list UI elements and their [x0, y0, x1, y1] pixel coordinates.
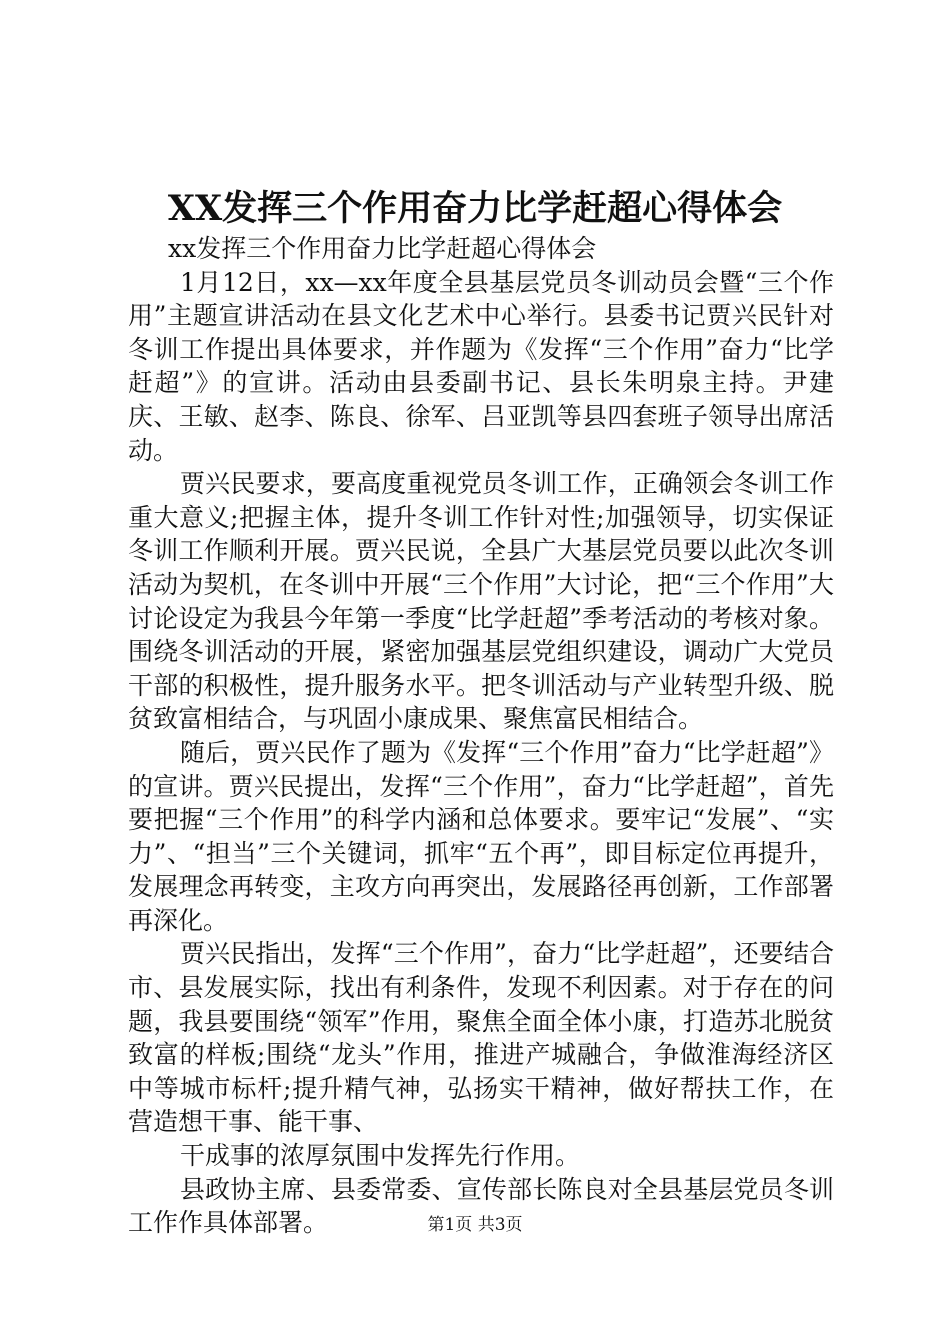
- paragraph: 贾兴民指出，发挥“三个作用”，奋力“比学赶超”，还要结合市、县发展实际，找出有利条件，发现不利因素。对于存在的问题，我县要围绕“领军”作用，聚焦全面全体小康，打造苏北脱贫致富的样板;围绕“龙头”作用，推进产城融合，争做淮海经济区中等城市标杆;提升精气神，弘扬实干精神，做好帮扶工作，在营造想干事、能干事、: [128, 939, 834, 1137]
- document-body: [128, 232, 834, 1240]
- paragraph: 贾兴民要求，要高度重视党员冬训工作，正确领会冬训工作重大意义;把握主体，提升冬训工作针对性;加强领导，切实保证冬训工作顺利开展。贾兴民说，全县广大基层党员要以此次冬训活动为契机，在冬训中开展“三个作用”大讨论，把“三个作用”大讨论设定为我县今年第一季度“比学赶超”季考活动的考核对象。围绕冬训活动的开展，紧密加强基层党组织建设，调动广大党员干部的积极性，提升服务水平。把冬训活动与产业转型升级、脱贫致富相结合，与巩固小康成果、聚焦富民相结合。: [128, 469, 834, 734]
- page-number: 第1页 共3页: [427, 1215, 523, 1235]
- paragraph: 干成事的浓厚氛围中发挥先行作用。: [180, 1141, 581, 1171]
- paragraph: 县政协主席、县委常委、宣传部长陈良对全县基层党员冬训工作作具体部署。: [128, 1174, 834, 1238]
- document-title: XX发挥三个作用奋力比学赶超心得体会: [167, 188, 783, 229]
- paragraph: 随后，贾兴民作了题为《发挥“三个作用”奋力“比学赶超”》的宣讲。贾兴民提出，发挥“三个作用”，奋力“比学赶超”，首先要把握“三个作用”的科学内涵和总体要求。要牢记“发展”、“实力”、“担当”三个关键词，抓牢“五个再”，即目标定位再提升，发展理念再转变，主攻方向再突出，发展路径再创新，工作部署再深化。: [128, 737, 834, 935]
- paragraph-subtitle: xx发挥三个作用奋力比学赶超心得体会: [168, 234, 597, 263]
- paragraph: 1月12日，xx—xx年度全县基层党员冬训动员会暨“三个作用”主题宣讲活动在县文化艺术中心举行。县委书记贾兴民针对冬训工作提出具体要求，并作题为《发挥“三个作用”奋力“比学赶超”》的宣讲。活动由县委副书记、县长朱明泉主持。尹建庆、王敏、赵李、陈良、徐军、吕亚凯等县四套班子领导出席活动。: [128, 267, 834, 465]
